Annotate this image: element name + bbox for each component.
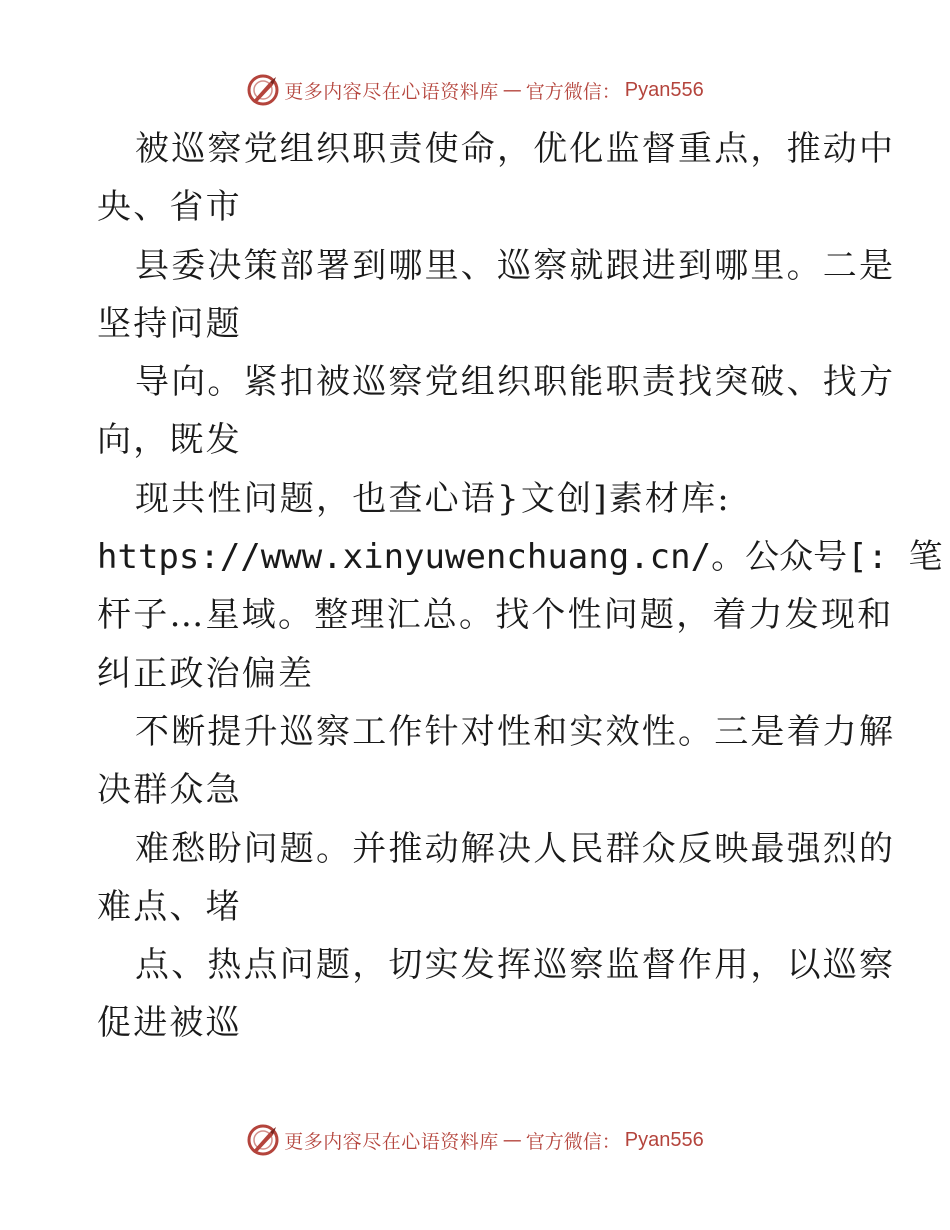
body-line: 不断提升巡察工作针对性和实效性。三是着力解 — [135, 711, 896, 752]
quill-logo-icon — [246, 73, 280, 107]
body-line-url: https://www.xinyuwenchuang.cn/。公众号[: 笔 — [97, 537, 943, 578]
watermark-text: 更多内容尽在心语资料库 — [284, 1130, 499, 1153]
watermark-wechat-id: Pyan556 — [624, 78, 704, 101]
watermark-text: 更多内容尽在心语资料库 — [284, 80, 499, 103]
watermark-separator: — — [502, 1129, 522, 1151]
body-line: 现共性问题，也查心语}文创]素材库: — [135, 478, 731, 519]
body-line: 县委决策部署到哪里、巡察就跟进到哪里。二是 — [135, 245, 896, 286]
watermark-separator: — — [502, 79, 522, 101]
body-line: 央、省市 — [97, 187, 242, 228]
body-line: 纠正政治偏差 — [97, 653, 315, 694]
quill-logo-icon — [246, 1123, 280, 1157]
body-line: 被巡察党组织职责使命，优化监督重点，推动中 — [135, 129, 896, 169]
watermark-wechat-label: 官方微信： — [525, 1130, 621, 1153]
footer-watermark-banner — [0, 1120, 950, 1160]
document-body — [97, 120, 943, 1053]
body-line: 促进被巡 — [97, 1003, 242, 1044]
body-line: 向，既发 — [97, 420, 242, 461]
body-line: 难点、堵 — [97, 886, 242, 927]
body-line: 导向。紧扣被巡察党组织职能职责找突破、找方 — [135, 362, 896, 403]
watermark-wechat-id: Pyan556 — [624, 1128, 704, 1151]
header-watermark-banner — [0, 70, 950, 110]
body-line: 难愁盼问题。并推动解决人民群众反映最强烈的 — [135, 828, 896, 869]
body-line: 杆子…星域。整理汇总。找个性问题，着力发现和 — [97, 595, 894, 636]
body-line: 坚持问题 — [97, 303, 242, 344]
body-line: 决群众急 — [97, 770, 242, 811]
watermark-wechat-label: 官方微信： — [525, 80, 621, 103]
body-line: 点、热点问题，切实发挥巡察监督作用，以巡察 — [135, 945, 896, 986]
